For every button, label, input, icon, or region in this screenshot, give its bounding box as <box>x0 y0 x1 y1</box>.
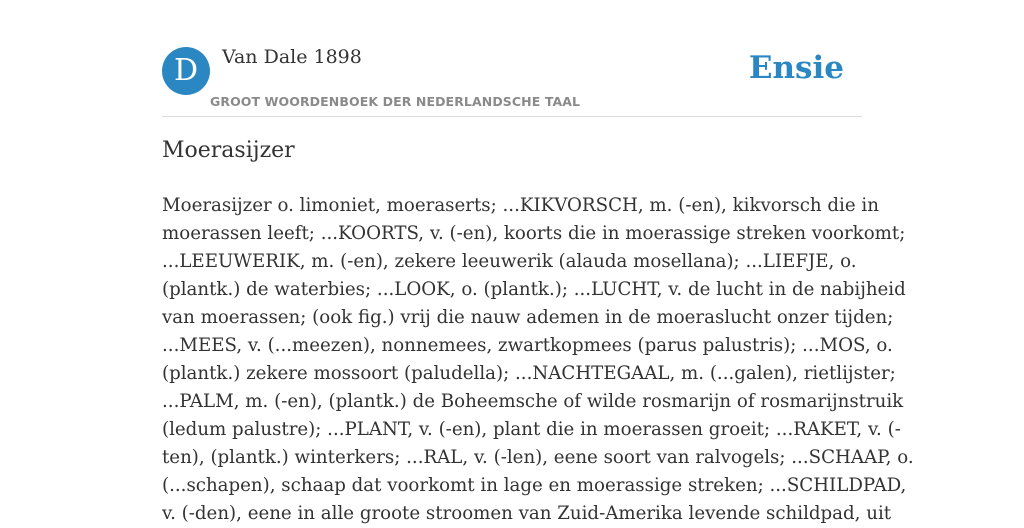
entry-line: v. (-den), eene in alle groote stroomen van Zuid-Amerika levende schildpad, uit <box>162 503 892 524</box>
ensie-logo-link[interactable]: Ensie <box>748 50 844 86</box>
entry-line: (ledum palustre); ...PLANT, v. (-en), plant die in moerassen groeit; ...RAKET, v. (- <box>162 419 901 440</box>
entry-line: ...PALM, m. (-en), (plantk.) de Boheemsche of wilde rosmarijn of rosmarijnstruik <box>162 391 904 412</box>
dictionary-subtitle: GROOT WOORDENBOEK DER NEDERLANDSCHE TAAL <box>210 94 581 109</box>
entry-line: (plantk.) zekere mossoort (paludella); ...NACHTEGAAL, m. (...galen), rietlijster; <box>162 363 896 384</box>
dictionary-logo[interactable]: D <box>162 47 210 95</box>
entry-body <box>162 192 914 528</box>
entry-line: (...schapen), schaap dat voorkomt in lage en moerassige streken; ...SCHILDPAD, <box>162 475 907 496</box>
entry-line: ...LEEUWERIK, m. (-en), zekere leeuwerik (alauda mosellana); ...LIEFJE, o. <box>162 251 857 272</box>
entry-line: moerassen leeft; ...KOORTS, v. (-en), koorts die in moerassige streken voorkomt; <box>162 223 906 244</box>
entry-title: Moerasijzer <box>162 138 295 163</box>
entry-line: van moerassen; (ook fig.) vrij die nauw ademen in de moeraslucht onzer tijden; <box>162 307 894 328</box>
entry-line: ten), (plantk.) winterkers; ...RAL, v. (-len), eene soort van ralvogels; ...SCHAAP, o. <box>162 447 914 468</box>
entry-line: Moerasijzer o. limoniet, moeraserts; ...KIKVORSCH, m. (-en), kikvorsch die in <box>162 195 879 216</box>
dictionary-header <box>162 44 862 117</box>
dictionary-name[interactable]: Van Dale 1898 <box>222 46 362 68</box>
entry-line: ...MEES, v. (...meezen), nonnemees, zwartkopmees (parus palustris); ...MOS, o. <box>162 335 893 356</box>
entry-line: (plantk.) de waterbies; ...LOOK, o. (plantk.); ...LUCHT, v. de lucht in de nabijheid <box>162 279 906 300</box>
